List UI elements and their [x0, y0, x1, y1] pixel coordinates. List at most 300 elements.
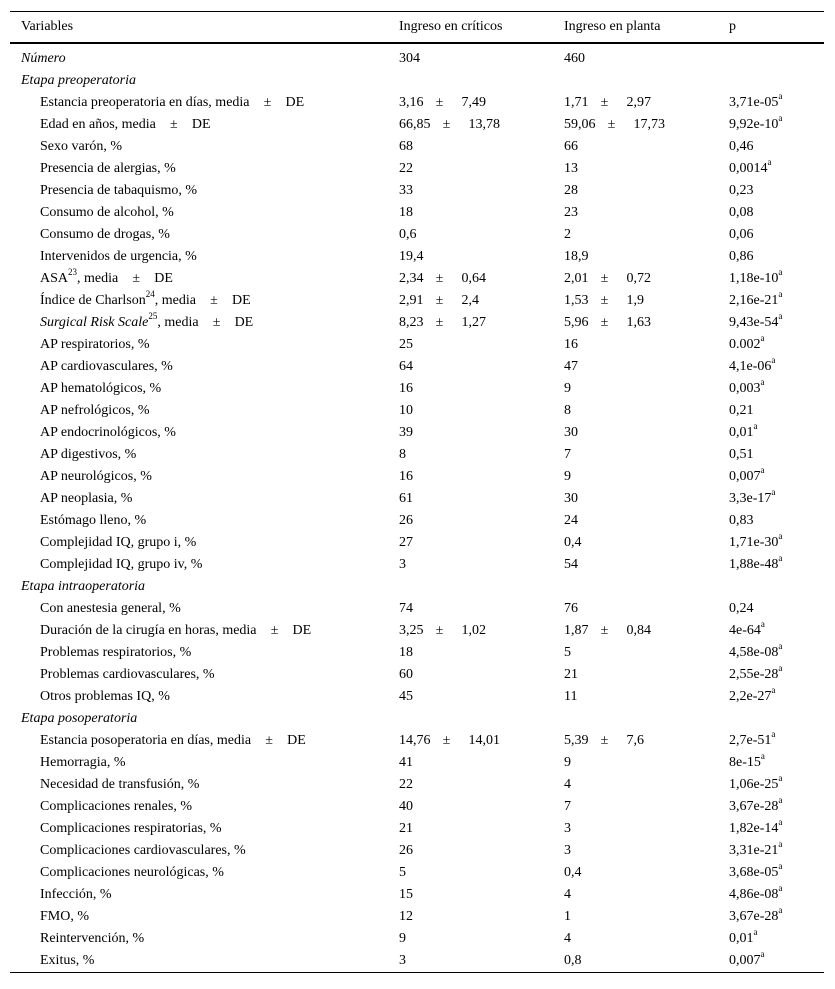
planta-value: 54: [564, 557, 578, 572]
planta-value: 1,71: [564, 95, 589, 110]
criticos-value: 21: [399, 821, 413, 836]
variable-cell: [10, 796, 388, 818]
variable-label: Sexo varón, %: [40, 139, 123, 154]
table-row: [10, 906, 824, 928]
p-value: 0,0014: [729, 161, 768, 176]
header-criticos: Ingreso en críticos: [388, 12, 553, 43]
variable-cell: [10, 202, 388, 224]
variable-label: AP endocrinológicos, %: [40, 425, 176, 440]
criticos-value: 26: [399, 843, 413, 858]
planta-value: 0,4: [564, 535, 582, 550]
variable-label: Presencia de alergias, %: [40, 161, 176, 176]
significance-sup: a: [767, 157, 772, 168]
criticos-value: 64: [399, 359, 413, 374]
table-row: [10, 620, 824, 642]
criticos-cell: [388, 752, 553, 774]
p-value: 4,58e-08: [729, 645, 779, 660]
p-cell: [718, 246, 824, 268]
p-value: 3,67e-28: [729, 909, 779, 924]
table-row: [10, 642, 824, 664]
variable-label: AP hematológicos, %: [40, 381, 162, 396]
plus-minus-symbol: ±: [600, 623, 609, 638]
criticos-value: 60: [399, 667, 413, 682]
planta-cell: [553, 92, 718, 114]
variable-cell: [10, 312, 388, 334]
planta-cell: [553, 444, 718, 466]
criticos-cell: [388, 730, 553, 752]
variable-cell: [10, 554, 388, 576]
table-row: [10, 862, 824, 884]
variable-label: Complicaciones cardiovasculares, %: [40, 843, 246, 858]
planta-cell: [553, 884, 718, 906]
criticos-value: 9: [399, 931, 406, 946]
planta-value: 16: [564, 337, 578, 352]
plus-minus-symbol: ±: [442, 117, 451, 132]
significance-sup: a: [760, 751, 765, 762]
variable-cell: [10, 378, 388, 400]
table-row: [10, 334, 824, 356]
significance-sup: a: [778, 663, 783, 674]
planta-sd-value: 1,63: [626, 315, 651, 330]
p-cell: [718, 664, 824, 686]
variable-label: Índice de Charlson: [40, 293, 146, 308]
planta-value: 5: [564, 645, 571, 660]
table-row: [10, 224, 824, 246]
p-value: 0,86: [729, 249, 754, 264]
criticos-cell: [388, 664, 553, 686]
p-cell: [718, 928, 824, 950]
criticos-cell: [388, 862, 553, 884]
variable-label-suffix: DE: [191, 117, 211, 132]
p-cell: [718, 818, 824, 840]
planta-value: 4: [564, 887, 571, 902]
criticos-cell: [388, 840, 553, 862]
variable-label: Complicaciones neurológicas, %: [40, 865, 224, 880]
planta-value: 1: [564, 909, 571, 924]
planta-value: 76: [564, 601, 578, 616]
p-value: 1,71e-30: [729, 535, 779, 550]
data-table: [10, 12, 824, 972]
planta-cell: [553, 312, 718, 334]
planta-cell: [553, 224, 718, 246]
variable-label: Surgical Risk Scale: [40, 315, 149, 330]
p-cell: [718, 378, 824, 400]
variable-label-suffix: DE: [287, 733, 306, 748]
criticos-cell: [388, 620, 553, 642]
p-value: 2,55e-28: [729, 667, 779, 682]
criticos-cell: [388, 246, 553, 268]
criticos-cell: [388, 554, 553, 576]
p-value: 0,01: [729, 425, 754, 440]
variable-label-suffix: DE: [285, 95, 305, 110]
significance-sup: a: [760, 377, 765, 388]
p-value: 0,51: [729, 447, 754, 462]
plus-minus-symbol: ±: [442, 733, 451, 748]
planta-cell: [553, 334, 718, 356]
p-cell: [718, 906, 824, 928]
variable-label: Duración de la cirugía en horas, media: [40, 623, 257, 638]
variable-label: AP cardiovasculares, %: [40, 359, 173, 374]
criticos-value: 2,34: [399, 271, 424, 286]
p-value: 0,23: [729, 183, 754, 198]
data-table-container: [10, 11, 824, 973]
planta-cell: [553, 730, 718, 752]
table-row: [10, 268, 824, 290]
p-cell: [718, 356, 824, 378]
variable-cell: [10, 356, 388, 378]
variable-label: Otros problemas IQ, %: [40, 689, 170, 704]
criticos-cell: [388, 796, 553, 818]
variable-cell: [10, 246, 388, 268]
planta-cell: [553, 202, 718, 224]
plus-minus-symbol: ±: [435, 315, 444, 330]
variable-label: ASA: [40, 271, 69, 286]
planta-value: 13: [564, 161, 578, 176]
variable-cell: [10, 466, 388, 488]
variable-label: AP nefrológicos, %: [40, 403, 150, 418]
table-row: [10, 444, 824, 466]
planta-value: 2,01: [564, 271, 589, 286]
p-value: 0,007: [729, 469, 761, 484]
table-row: [10, 950, 824, 972]
variable-label: AP digestivos, %: [40, 447, 137, 462]
criticos-value: 39: [399, 425, 413, 440]
variable-cell: [10, 950, 388, 972]
planta-value: 23: [564, 205, 578, 220]
planta-cell: [553, 620, 718, 642]
criticos-value: 74: [399, 601, 413, 616]
numero-criticos: 304: [399, 51, 420, 66]
criticos-value: 40: [399, 799, 413, 814]
criticos-value: 16: [399, 381, 413, 396]
p-value: 2,16e-21: [729, 293, 779, 308]
p-cell: [718, 334, 824, 356]
header-variables: Variables: [10, 12, 388, 43]
p-cell: [718, 796, 824, 818]
significance-sup: a: [778, 553, 783, 564]
criticos-cell: [388, 312, 553, 334]
table-row: [10, 312, 824, 334]
p-value: 0,003: [729, 381, 761, 396]
p-cell: [718, 884, 824, 906]
section-header-row: [10, 708, 824, 730]
planta-cell: [553, 950, 718, 972]
criticos-sd-value: 14,01: [468, 733, 500, 748]
reference-sup: 25: [148, 311, 158, 322]
variable-cell: [10, 598, 388, 620]
plus-minus-symbol: ±: [600, 315, 609, 330]
variable-cell: [10, 664, 388, 686]
plus-minus-symbol: ±: [170, 117, 178, 132]
criticos-cell: [388, 906, 553, 928]
criticos-cell: [388, 136, 553, 158]
variable-cell: [10, 268, 388, 290]
variable-label-suffix: DE: [292, 623, 312, 638]
planta-value: 3: [564, 821, 571, 836]
table-row: [10, 488, 824, 510]
significance-sup: a: [778, 641, 783, 652]
criticos-cell: [388, 444, 553, 466]
p-cell: [718, 114, 824, 136]
variable-label-rest: , media: [157, 315, 199, 330]
variable-cell: [10, 444, 388, 466]
planta-value: 11: [564, 689, 578, 704]
variable-cell: [10, 136, 388, 158]
table-row: [10, 774, 824, 796]
p-cell: [718, 510, 824, 532]
plus-minus-symbol: ±: [600, 293, 609, 308]
planta-value: 0,8: [564, 953, 582, 968]
variable-label-rest: , media: [154, 293, 196, 308]
criticos-cell: [388, 378, 553, 400]
p-cell: [718, 488, 824, 510]
criticos-sd-value: 1,27: [461, 315, 486, 330]
criticos-cell: [388, 686, 553, 708]
table-row: [10, 730, 824, 752]
criticos-value: 8,23: [399, 315, 424, 330]
table-row: [10, 466, 824, 488]
variable-label: FMO, %: [40, 909, 90, 924]
variable-label: Infección, %: [40, 887, 112, 902]
criticos-value: 18: [399, 205, 413, 220]
table-row: [10, 840, 824, 862]
significance-sup: a: [778, 795, 783, 806]
planta-cell: [553, 928, 718, 950]
planta-cell: [553, 488, 718, 510]
p-cell: [718, 180, 824, 202]
table-row: [10, 686, 824, 708]
table-row: [10, 752, 824, 774]
significance-sup: a: [778, 113, 783, 124]
planta-value: 24: [564, 513, 578, 528]
criticos-value: 5: [399, 865, 406, 880]
p-cell: [718, 400, 824, 422]
table-row: [10, 598, 824, 620]
numero-row: [10, 43, 824, 70]
variable-cell: [10, 224, 388, 246]
planta-cell: [553, 510, 718, 532]
variable-label: Estómago lleno, %: [40, 513, 147, 528]
criticos-cell: [388, 202, 553, 224]
planta-cell: [553, 840, 718, 862]
p-cell: [718, 598, 824, 620]
significance-sup: a: [771, 729, 776, 740]
criticos-value: 33: [399, 183, 413, 198]
planta-sd-value: 1,9: [626, 293, 644, 308]
significance-sup: a: [760, 619, 765, 630]
plus-minus-symbol: ±: [607, 117, 616, 132]
variable-cell: [10, 510, 388, 532]
p-value: 0,01: [729, 931, 754, 946]
criticos-cell: [388, 488, 553, 510]
criticos-value: 14,76: [399, 733, 431, 748]
variable-label: Consumo de alcohol, %: [40, 205, 174, 220]
table-row: [10, 928, 824, 950]
criticos-value: 25: [399, 337, 413, 352]
significance-sup: a: [760, 465, 765, 476]
significance-sup: a: [771, 685, 776, 696]
p-value: 8e-15: [729, 755, 761, 770]
planta-value: 5,39: [564, 733, 589, 748]
p-value: 9,92e-10: [729, 117, 779, 132]
table-row: [10, 422, 824, 444]
variable-cell: [10, 488, 388, 510]
p-value: 1,06e-25: [729, 777, 779, 792]
variable-label: Exitus, %: [40, 953, 95, 968]
criticos-value: 19,4: [399, 249, 424, 264]
plus-minus-symbol: ±: [265, 733, 273, 748]
planta-cell: [553, 774, 718, 796]
table-row: [10, 180, 824, 202]
criticos-cell: [388, 400, 553, 422]
numero-p: [718, 43, 824, 70]
planta-cell: [553, 378, 718, 400]
planta-sd-value: 0,72: [626, 271, 651, 286]
planta-sd-value: 2,97: [626, 95, 651, 110]
p-value: 3,68e-05: [729, 865, 779, 880]
planta-sd-value: 17,73: [633, 117, 665, 132]
significance-sup: a: [778, 531, 783, 542]
table-row: [10, 356, 824, 378]
p-cell: [718, 620, 824, 642]
planta-cell: [553, 158, 718, 180]
plus-minus-symbol: ±: [435, 623, 444, 638]
numero-planta: 460: [564, 51, 585, 66]
planta-cell: [553, 114, 718, 136]
p-value: 1,82e-14: [729, 821, 779, 836]
criticos-value: 68: [399, 139, 413, 154]
planta-value: 2: [564, 227, 571, 242]
significance-sup: a: [760, 333, 765, 344]
plus-minus-symbol: ±: [600, 733, 609, 748]
variable-label: Complejidad IQ, grupo i, %: [40, 535, 197, 550]
variable-cell: [10, 532, 388, 554]
variable-label: Edad en años, media: [40, 117, 156, 132]
planta-cell: [553, 246, 718, 268]
variable-cell: [10, 906, 388, 928]
variable-cell: [10, 884, 388, 906]
table-row: [10, 158, 824, 180]
p-value: 4e-64: [729, 623, 761, 638]
criticos-cell: [388, 884, 553, 906]
variable-label: AP neurológicos, %: [40, 469, 152, 484]
planta-cell: [553, 136, 718, 158]
criticos-cell: [388, 268, 553, 290]
significance-sup: a: [771, 487, 776, 498]
planta-value: 7: [564, 447, 571, 462]
criticos-cell: [388, 510, 553, 532]
p-cell: [718, 268, 824, 290]
planta-value: 30: [564, 425, 578, 440]
criticos-value: 26: [399, 513, 413, 528]
variable-label: AP respiratorios, %: [40, 337, 150, 352]
p-value: 0,21: [729, 403, 754, 418]
criticos-value: 22: [399, 777, 413, 792]
planta-value: 4: [564, 931, 571, 946]
p-value: 0,06: [729, 227, 754, 242]
p-value: 0,46: [729, 139, 754, 154]
significance-sup: a: [778, 839, 783, 850]
p-value: 3,3e-17: [729, 491, 772, 506]
planta-value: 1,87: [564, 623, 589, 638]
variable-label: Estancia preoperatoria en días, media: [40, 95, 250, 110]
variable-cell: [10, 752, 388, 774]
plus-minus-symbol: ±: [435, 95, 444, 110]
criticos-value: 66,85: [399, 117, 431, 132]
planta-value: 9: [564, 381, 571, 396]
table-row: [10, 510, 824, 532]
variable-label: Problemas respiratorios, %: [40, 645, 192, 660]
variable-cell: [10, 114, 388, 136]
criticos-cell: [388, 114, 553, 136]
planta-cell: [553, 290, 718, 312]
p-value: 0,08: [729, 205, 754, 220]
p-value: 2,7e-51: [729, 733, 772, 748]
planta-value: 47: [564, 359, 578, 374]
criticos-cell: [388, 334, 553, 356]
planta-cell: [553, 268, 718, 290]
planta-cell: [553, 554, 718, 576]
criticos-cell: [388, 356, 553, 378]
table-row: [10, 884, 824, 906]
table-row: [10, 246, 824, 268]
p-cell: [718, 730, 824, 752]
table-row: [10, 532, 824, 554]
p-cell: [718, 840, 824, 862]
p-value: 1,88e-48: [729, 557, 779, 572]
p-value: 0.002: [729, 337, 761, 352]
planta-cell: [553, 400, 718, 422]
reference-sup: 24: [145, 289, 155, 300]
section-header-row: [10, 576, 824, 598]
variable-cell: [10, 158, 388, 180]
criticos-value: 61: [399, 491, 413, 506]
variable-cell: [10, 840, 388, 862]
p-value: 3,71e-05: [729, 95, 779, 110]
p-value: 0,24: [729, 601, 754, 616]
variable-label: Estancia posoperatoria en días, media: [40, 733, 252, 748]
plus-minus-symbol: ±: [212, 315, 221, 330]
section-title: Etapa preoperatoria: [21, 73, 136, 88]
plus-minus-symbol: ±: [210, 293, 218, 308]
section-title: Etapa intraoperatoria: [21, 579, 146, 594]
planta-value: 8: [564, 403, 571, 418]
p-value: 3,31e-21: [729, 843, 779, 858]
planta-cell: [553, 686, 718, 708]
criticos-value: 41: [399, 755, 413, 770]
plus-minus-symbol: ±: [435, 293, 444, 308]
planta-cell: [553, 180, 718, 202]
planta-cell: [553, 862, 718, 884]
table-row: [10, 400, 824, 422]
criticos-sd-value: 0,64: [461, 271, 486, 286]
planta-value: 9: [564, 469, 571, 484]
criticos-cell: [388, 928, 553, 950]
significance-sup: a: [778, 817, 783, 828]
criticos-sd-value: 13,78: [468, 117, 500, 132]
significance-sup: a: [778, 861, 783, 872]
p-cell: [718, 158, 824, 180]
criticos-sd-value: 7,49: [461, 95, 486, 110]
p-cell: [718, 444, 824, 466]
p-value: 1,18e-10: [729, 271, 779, 286]
table-row: [10, 818, 824, 840]
variable-cell: [10, 620, 388, 642]
plus-minus-symbol: ±: [600, 271, 609, 286]
header-row: [10, 12, 824, 43]
planta-cell: [553, 906, 718, 928]
criticos-value: 3,16: [399, 95, 424, 110]
